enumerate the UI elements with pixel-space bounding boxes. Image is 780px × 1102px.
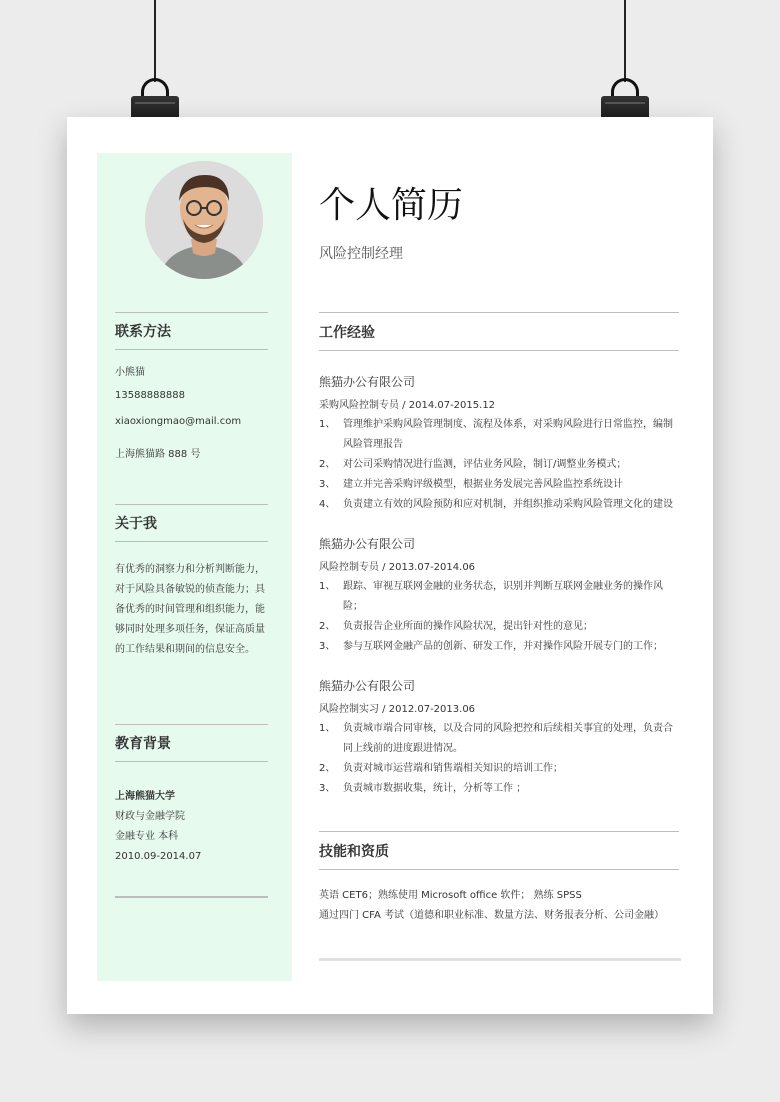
about-heading: 关于我 [115, 504, 268, 542]
duty-number: 1、 [319, 581, 336, 592]
contact-address: 上海熊猫路 888 号 [115, 449, 201, 460]
duty-text: 负责报告企业所面的操作风险状况，提出针对性的意见； [343, 621, 593, 632]
skills-heading: 技能和资质 [319, 831, 679, 870]
job-company: 熊猫办公有限公司 [319, 679, 416, 693]
skills-text [319, 886, 681, 926]
duty-number: 4、 [319, 499, 336, 510]
contact-info [115, 363, 275, 472]
about-text: 有优秀的洞察力和分析判断能力，对于风险具备敏锐的侦查能力；具备优秀的时间管理和组织能力，能够同时处理多项任务，保证高质量的工作结果和期间的信息安全。 [115, 564, 265, 655]
resume-title: 个人简历 [319, 185, 464, 226]
contact-email[interactable]: xiaoxiongmao@mail.com [115, 416, 242, 427]
job-role: 风险控制专员 / 2013.07-2014.06 [319, 562, 476, 573]
skills-line: 英语 CET6；熟练使用 Microsoft office 软件； 熟练 SPSS [319, 890, 582, 901]
job-company: 熊猫办公有限公司 [319, 537, 416, 551]
sidebar [97, 153, 292, 981]
job-entry [319, 535, 681, 657]
job-duty [319, 415, 681, 455]
duty-number: 2、 [319, 459, 336, 470]
job-duty [319, 637, 681, 657]
contact-heading: 联系方法 [115, 312, 268, 350]
job-role: 风险控制实习 / 2012.07-2013.06 [319, 704, 476, 715]
duty-number: 2、 [319, 621, 336, 632]
education-period: 2010.09-2014.07 [115, 851, 202, 862]
contact-name: 小熊猫 [115, 367, 145, 378]
job-duty [319, 719, 681, 759]
education-school: 上海熊猫大学 [115, 791, 175, 802]
duty-text: 负责城市数据收集，统计，分析等工作 ； [343, 783, 527, 794]
job-duty [319, 779, 681, 799]
duty-number: 1、 [319, 723, 336, 734]
duty-text: 跟踪、审视互联网金融的业务状态，识别并判断互联网金融业务的操作风险； [343, 581, 663, 612]
person-portrait-icon [145, 161, 263, 279]
duty-text: 参与互联网金融产品的创新、研发工作，并对操作风险开展专门的工作； [343, 641, 663, 652]
job-role: 采购风险控制专员 / 2014.07-2015.12 [319, 400, 496, 411]
duty-number: 3、 [319, 479, 336, 490]
education-major: 金融专业 本科 [115, 831, 179, 842]
job-duty [319, 495, 681, 515]
job-duty [319, 455, 681, 475]
duty-text: 管理维护采购风险管理制度、流程及体系，对采购风险进行日常监控，编制风险管理报告 [343, 419, 673, 450]
duty-text: 负责建立有效的风险预防和应对机制，并组织推动采购风险管理文化的建设 [343, 499, 673, 510]
hanging-wire-right [624, 0, 626, 82]
job-duty [319, 577, 681, 617]
duty-number: 1、 [319, 419, 336, 430]
duty-number: 3、 [319, 641, 336, 652]
education-info [115, 787, 275, 867]
duty-text: 负责城市端合同审核，以及合同的风险把控和后续相关事宜的处理，负责合同上线前的进度跟进情况。 [343, 723, 673, 754]
experience-heading: 工作经验 [319, 312, 679, 351]
education-college: 财政与金融学院 [115, 811, 185, 822]
duty-number: 2、 [319, 763, 336, 774]
education-heading: 教育背景 [115, 724, 268, 762]
resume-subtitle: 风险控制经理 [319, 246, 403, 262]
job-company: 熊猫办公有限公司 [319, 375, 416, 389]
job-duty [319, 759, 681, 779]
duty-number: 3、 [319, 783, 336, 794]
job-entry [319, 373, 681, 515]
job-entry [319, 677, 681, 799]
duty-text: 负责对城市运营端和销售端相关知识的培训工作； [343, 763, 563, 774]
sidebar-divider [115, 896, 268, 898]
job-duty [319, 617, 681, 637]
avatar [145, 161, 263, 279]
resume-paper [67, 117, 713, 1014]
duty-text: 建立并完善采购评级模型，根据业务发展完善风险监控系统设计 [343, 479, 623, 490]
main-divider [319, 958, 681, 961]
duty-text: 对公司采购情况进行监测，评估业务风险，制订/调整业务模式； [343, 459, 627, 470]
contact-phone: 13588888888 [115, 390, 185, 401]
skills-line: 通过四门 CFA 考试（道德和职业标准、数量方法、财务报表分析、公司金融） [319, 910, 665, 921]
hanging-wire-left [154, 0, 156, 82]
job-duty [319, 475, 681, 495]
